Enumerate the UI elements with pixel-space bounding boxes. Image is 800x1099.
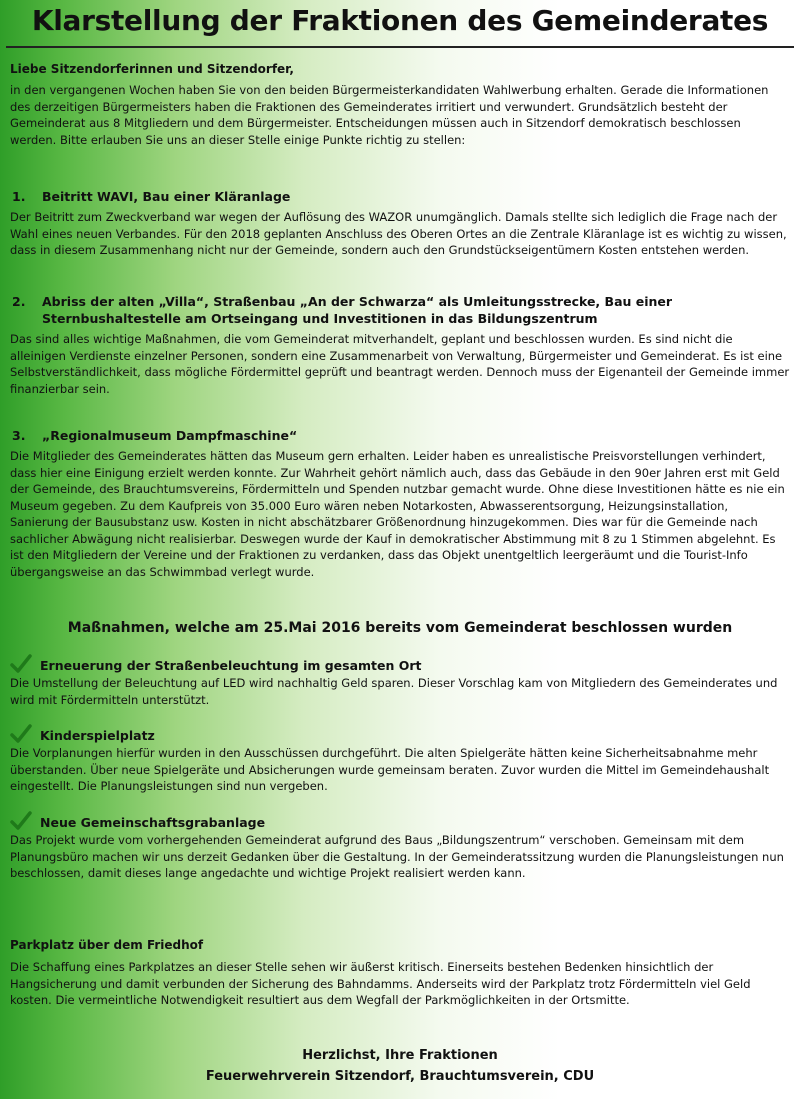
section-heading [10,427,790,444]
closing-line-1: Herzlichst, Ihre Fraktionen [302,1048,498,1063]
section-title: „Regionalmuseum Dampfmaschine“ [42,428,298,443]
page-title: Klarstellung der Fraktionen des Gemeinderates [31,4,769,37]
section-title: Abriss der alten „Villa“, Straßenbau „An der Schwarza“ als Umleitungsstrecke, Bau einer Sternbushaltestelle am Ortseingang und Investitionen in das Bildungszentrum [42,294,673,326]
intro-block [10,62,790,148]
parking-heading: Parkplatz über dem Friedhof [10,938,204,952]
section-title: Beitritt WAVI, Bau einer Kläranlage [42,189,291,204]
section-1 [10,188,790,259]
parking-block [10,938,790,1009]
greeting: Liebe Sitzendorferinnen und Sitzendorfer, [10,62,294,76]
measure-text: Die Umstellung der Beleuchtung auf LED wird nachhaltig Geld sparen. Dieser Vorschlag kam von Mitgliedern des Gemeinderates und wird mit Fördermitteln unterstützt. [10,676,778,707]
measures-title: Maßnahmen, welche am 25.Mai 2016 bereits vom Gemeinderat beschlossen wurden [67,620,733,636]
section-number: 3. [12,428,26,443]
section-heading [10,293,790,327]
measure-item-3 [10,811,790,882]
measure-text: Die Vorplanungen hierfür wurden in den Ausschüssen durchgeführt. Die alten Spielgeräte hätten keine Sicherheitsabnahme mehr überstanden. Über neue Spielgeräte und Absicherungen wurde gemeinsam beraten. Zuvor wurden die Mittel im Gemeindehaushalt eingestellt. Die Planungsleistungen sind nun vergeben. [10,746,770,793]
section-heading [10,188,790,205]
section-number: 1. [12,189,26,204]
measure-title: Erneuerung der Straßenbeleuchtung im gesamten Ort [40,658,422,673]
measure-heading [10,811,790,831]
measure-item-2 [10,724,790,795]
intro-text: in den vergangenen Wochen haben Sie von den beiden Bürgermeisterkandidaten Wahlwerbung erhalten. Gerade die Informationen des derzeitigen Bürgermeisters haben die Fraktionen des Gemeinderates irritiert und verwundert. Grundsätzlich besteht der Gemeinderat aus 8 Mitgliedern und dem Bürgermeister. Entscheidungen müssen auch in Sitzendorf demokratisch beschlossen werden. Bitte erlauben Sie uns an dieser Stelle einige Punkte richtig zu stellen: [10,83,769,147]
section-2 [10,293,790,397]
title-underline [6,46,794,48]
measure-title: Kinderspielplatz [40,728,155,743]
section-text: Der Beitritt zum Zweckverband war wegen der Auflösung des WAZOR unumgänglich. Damals stellte sich lediglich die Frage nach der Wahl eines neuen Verbandes. Für den 2018 geplanten Anschluss des Oberen Ortes an die Zentrale Kläranlage ist es wichtig zu wissen, dass in diesem Zusammenhang nicht nur der Gemeinde, sondern auch den Grundstückseigentümern Kosten entstehen werden. [10,210,787,257]
check-icon [10,654,32,674]
measure-item-1 [10,654,790,708]
section-3 [10,427,790,580]
measure-heading [10,724,790,744]
section-text: Das sind alles wichtige Maßnahmen, die vom Gemeinderat mitverhandelt, geplant und beschlossen wurden. Es sind nicht die alleinigen Verdienste einzelner Personen, sondern eine Zusammenarbeit von Verwaltung, Bürgermeister und Gemeinderat. Es ist eine Selbstverständlichkeit, dass mögliche Fördermittel geprüft und beantragt werden. Dennoch muss der Eigenanteil der Gemeinde immer finanzierbar sein. [10,332,790,396]
check-icon [10,724,32,744]
section-number: 2. [12,294,26,309]
parking-text: Die Schaffung eines Parkplatzes an dieser Stelle sehen wir äußerst kritisch. Einerseits bestehen Bedenken hinsichtlich der Hangsicherung und damit verbunden der Sicherung des Bahndamms. Anderseits wird der Parkplatz trotz Fördermitteln viel Geld kosten. Die vermeintliche Notwendigkeit resultiert aus dem Wegfall der Parkmöglichkeiten in der Ortsmitte. [10,960,751,1007]
closing-line-2: Feuerwehrverein Sitzendorf, Brauchtumsverein, CDU [205,1069,595,1084]
measure-title: Neue Gemeinschaftsgrabanlage [40,815,266,830]
section-text: Die Mitglieder des Gemeinderates hätten das Museum gern erhalten. Leider haben es unrealistische Preisvorstellungen verhindert, dass hier eine Einigung erzielt werden konnte. Zur Wahrheit gehört nämlich auch, dass das Gebäude in den 90er Jahren erst mit Geld der Gemeinde, des Brauchtumsvereins, Fördermitteln und Spenden nutzbar gemacht wurde. Ohne diese Investitionen hätte es nie ein Museum gegeben. Zu dem Kaufpreis von 35.000 Euro wären neben Notarkosten, Abwasserentsorgung, Heizungsinstallation, Sanierung der Bausubstanz usw. Kosten in nicht abschätzbarer Größenordnung hinzugekommen. Dies war für die Gemeinde nach sachlicher Abwägung nicht realisierbar. Deswegen wurde der Kauf in demokratischer Abstimmung mit 8 zu 1 Stimmen abgelehnt. Es ist den Mitgliedern der Vereine und der Fraktionen zu verdanken, dass das Objekt unentgeltlich leergeräumt und die Tourist-Info übergangsweise an das Schwimmbad verlegt wurde. [10,449,785,579]
measure-text: Das Projekt wurde vom vorhergehenden Gemeinderat aufgrund des Baus „Bildungszentrum“ verschoben. Gemeinsam mit dem Planungsbüro machen wir uns derzeit Gedanken über die Gestaltung. In der Gemeinderatssitzung wurden die Planungsleistungen nun beschlossen, damit dieses lange angedachte und wichtige Projekt realisiert werden kann. [10,833,784,880]
measure-heading [10,654,790,674]
check-icon [10,811,32,831]
